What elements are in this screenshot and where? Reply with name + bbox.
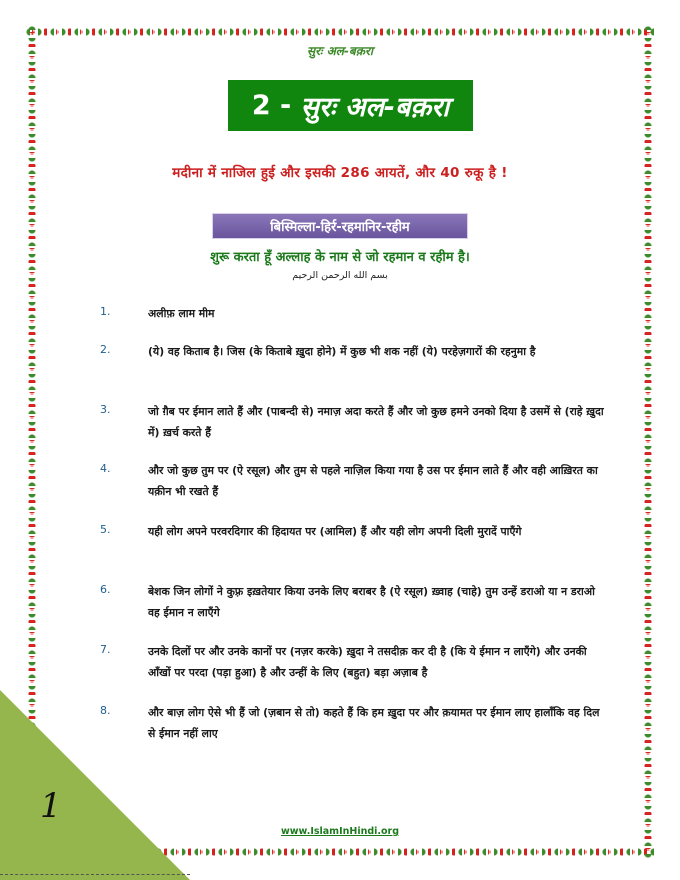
verse-text: यही लोग अपने परवरदिगार की हिदायत पर (आमिल) हैं और यही लोग अपनी दिली मुरादें पाएँगे — [148, 525, 522, 538]
floral-border-right — [642, 26, 654, 858]
verse-number: 8. — [100, 704, 111, 717]
bismillah-banner: बिस्मिल्ला-हिर्र-रहमानिर-रहीम — [212, 213, 468, 239]
verse-number: 3. — [100, 403, 111, 416]
verse-text: और बाज़ लोग ऐसे भी हैं जो (ज़बान से तो) कहते हैं कि हम ख़ुदा पर और क़यामत पर ईमान लाए हालाँकि वह दिल से ईमान नहीं लाए — [148, 706, 600, 740]
verse-number: 5. — [100, 523, 111, 536]
surah-name: सुरः अल-बक़रा — [300, 92, 450, 123]
floral-border-top — [26, 26, 654, 38]
surah-number: 2 - — [251, 90, 292, 121]
bismillah-meaning: शुरू करता हूँ अल्लाह के नाम से जो रहमान व रहीम है। — [210, 250, 470, 265]
verse-text: और जो कुछ तुम पर (ऐ रसूल) और तुम से पहले नाज़िल किया गया है उस पर ईमान लाते हैं और वही आख़िरत का यक़ीन भी रखते हैं — [148, 464, 598, 498]
surah-subtitle: मदीना में नाजिल हुई और इसकी 286 आयतें, और 40 रुकू है ! — [172, 165, 508, 181]
verse-text: (ये) वह किताब है। जिस (के किताबे ख़ुदा होने) में कुछ भी शक नहीं (ये) परहेज़गारों की रहनुमा है — [148, 345, 536, 358]
verse-number: 4. — [100, 462, 111, 475]
verse-number: 2. — [100, 343, 111, 356]
page-edge-divider — [0, 874, 190, 875]
bismillah-arabic: بسم الله الرحمن الرحيم — [292, 270, 388, 281]
verse-text: बेशक जिन लोगों ने कुफ़्र इख़तेयार किया उनके लिए बराबर है (ऐ रसूल) ख़्वाह (चाहे) तुम उन्हें डराओ या न डराओ वह ईमान न लाएँगे — [148, 585, 595, 619]
website-link[interactable]: www.IslamInHindi.org — [280, 826, 400, 837]
surah-title — [228, 80, 473, 131]
verse-text: जो ग़ैब पर ईमान लाते हैं और (पाबन्दी से) नमाज़ अदा करते हैं और जो कुछ हमने उनको दिया है उसमें से (राहे ख़ुदा में) ख़र्च करते हैं — [148, 405, 604, 439]
running-header: सुरः अल-बक़रा — [307, 44, 373, 58]
page-number: 1 — [40, 786, 62, 826]
verse-number: 1. — [100, 305, 111, 318]
verse-number: 6. — [100, 583, 111, 596]
verse-text: अलीफ़ लाम मीम — [148, 307, 215, 320]
verse-number: 7. — [100, 643, 111, 656]
verse-text: उनके दिलों पर और उनके कानों पर (नज़र करके) ख़ुदा ने तसदीक़ कर दी है (कि ये ईमान न लाएँगे) और उनकी आँखों पर परदा (पड़ा हुआ) है और उन्हीं के लिए (बहुत) बड़ा अज़ाब है — [148, 645, 587, 679]
